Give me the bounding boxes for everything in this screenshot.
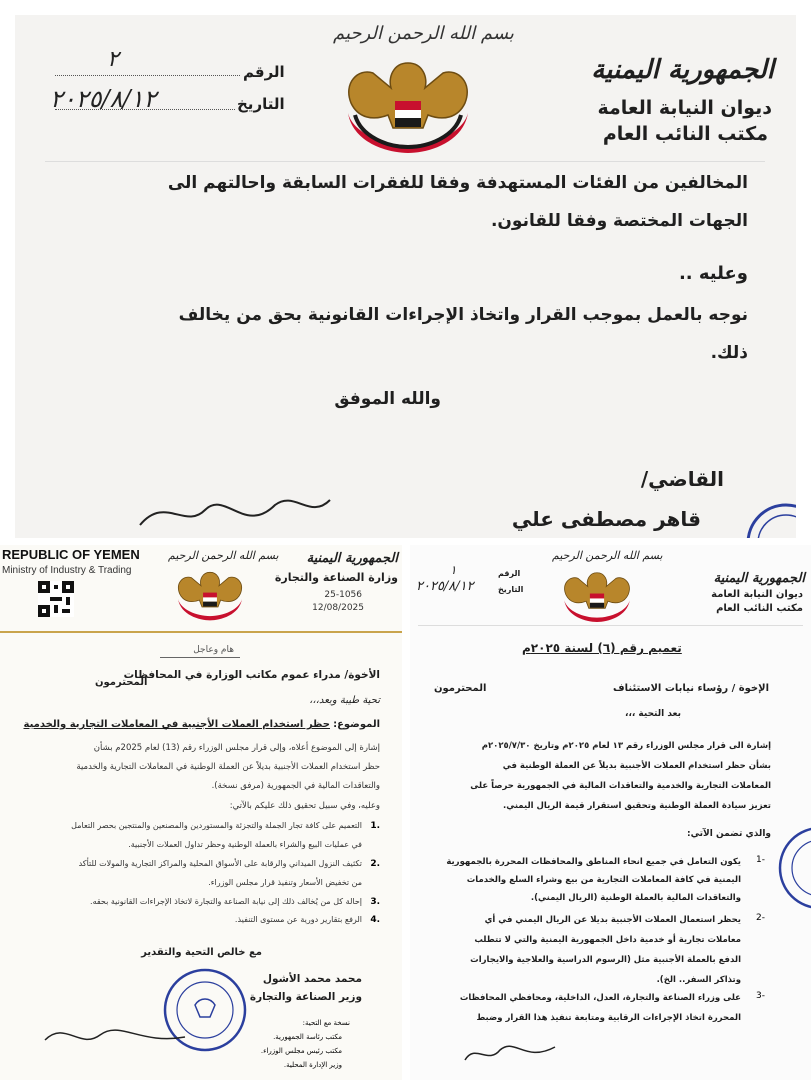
item-line: تكثيف النزول الميداني والرقابة على الأسواق المحلية والمراكز التجارية والمولات للتأكد <box>78 859 362 868</box>
item-line: معاملات تجارية أو خدمية داخل الجمهورية اليمنية والتي لا تتطلب <box>474 935 741 945</box>
para-1-line-1: إشارة الى قرار مجلس الوزراء رقم ١٣ لعام ٢٠٢٥م وتاريخ ٢٠٢٥/٧/٣٠م <box>481 741 771 751</box>
top-letter-page <box>15 15 796 538</box>
paragraph-1-line-2: الجهات المختصة وفقا للقانون. <box>490 211 748 231</box>
org-prosecution-office: ديوان النيابة العامة <box>597 97 772 119</box>
yemen-eagle-emblem-icon <box>333 53 483 158</box>
yemen-eagle-emblem-icon <box>556 567 638 625</box>
ref-label: الرقم <box>243 63 285 81</box>
regards-text: مع خالص التحية والتقدير <box>141 947 262 958</box>
respected-label: المحترمون <box>434 683 487 694</box>
circular-letter-page <box>410 545 811 1080</box>
para-1-line-3: المعاملات التجارية والخدمية والتعاقدات المالية في الجمهورية حرصاً على <box>470 781 771 791</box>
para-1-line-4: تعزيز سيادة العملة الوطنية وتحقيق استقرار قيمة الريال اليمني. <box>502 801 771 811</box>
basmala: بسم الله الرحمن الرحيم <box>333 23 514 44</box>
addressee: الإخوة / رؤساء نيابات الاستئناف <box>613 683 769 694</box>
org-ministry-ar: وزارة الصناعة والتجارة <box>274 571 398 584</box>
header-republic-en: REPUBLIC OF YEMEN <box>2 547 140 562</box>
org-attorney-general: مكتب النائب العام <box>602 123 768 145</box>
item-line: يحظر استعمال العملات الأجنبية بديلا عن الريال اليمني في أي <box>484 915 741 925</box>
cc-item: مكتب رئاسة الجمهورية. <box>273 1033 342 1041</box>
circular-title: تعميم رقم (٦) لسنة ٢٠٢٥م <box>522 641 682 655</box>
date-label: التاريخ <box>498 585 524 594</box>
cc-item: مكتب رئيس مجلس الوزراء. <box>260 1047 342 1055</box>
item-line: الدفع بالعملة الأجنبية مثل (الرسوم الدراسية والعلاجية والايجارات <box>470 955 741 965</box>
subject-text: حظر استخدام العملات الأجنبية في المعاملات التجارية والخدمية <box>23 719 330 730</box>
org-republic-ar: الجمهورية اليمنية <box>306 551 398 566</box>
item-line: الرفع بتقارير دورية عن مستوى التنفيذ. <box>234 915 362 924</box>
item-line: على وزراء الصناعة والتجارة، العدل، الداخلية، ومحافظي المحافظات <box>459 993 741 1003</box>
item-line: المحررة اتخاذ الإجراءات الرقابية ومتابعة تنفيذ هذا القرار وضبط <box>476 1013 741 1023</box>
date-value: ٢٠٢٥/٨/١٢ <box>416 579 474 594</box>
subject-label: الموضوع: <box>333 719 380 730</box>
greeting: تحية طيبة وبعد،،، <box>309 695 380 706</box>
official-stamp <box>775 823 811 913</box>
judge-name: قاهر مصطفى علي <box>511 507 701 531</box>
ministry-letter-page <box>0 545 402 1080</box>
ref-label: الرقم <box>498 569 521 578</box>
basmala: بسم الله الرحمن الرحيم <box>552 549 663 562</box>
para-1-line-2: بشأن حظر استخدام العملات الأجنبية بديلاً عن العملة الوطنية في <box>502 761 771 771</box>
item-line: من تخفيض الأسعار وتنفيذ قرار مجلس الوزراء. <box>208 878 362 887</box>
item-line: وتذاكر السفر.. الخ). <box>656 975 741 985</box>
item-number: 3- <box>756 991 765 1001</box>
paragraph-2-line-1: نوجه بالعمل بموجب القرار واتخاذ الإجراءات القانونية بحق من يخالف <box>178 305 748 325</box>
item-number: 1. <box>370 821 380 831</box>
org-republic: الجمهورية اليمنية <box>713 571 805 586</box>
item-line: والتعاقدات المالية بالعملة الوطنية (الريال اليمني). <box>530 893 741 903</box>
basmala: بسم الله الرحمن الرحيم <box>168 549 279 562</box>
item-line: يكون التعامل في جميع انحاء المناطق والمحافظات المحررة بالجمهورية <box>446 857 741 867</box>
yemen-eagle-emblem-icon <box>170 567 250 623</box>
and-upon-text: وعليه .. <box>678 263 748 284</box>
org-republic: الجمهورية اليمنية <box>591 55 774 85</box>
signature-mark <box>460 1035 560 1070</box>
urgent-label: هام وعاجل <box>193 645 234 655</box>
body-line-1: إشارة إلى الموضوع أعلاه، وإلى قرار مجلس الوزراء رقم (13) لعام 2025م بشأن <box>93 743 380 753</box>
official-stamp <box>721 503 796 538</box>
addressee: الأخوة/ مدراء عموم مكاتب الوزارة في المحافظات <box>123 669 380 681</box>
signature-mark <box>135 485 335 538</box>
item-number: 4. <box>370 915 380 925</box>
ref-value: ٢ <box>107 47 119 72</box>
judge-title: القاضي/ <box>640 467 724 491</box>
org-prosecution-office: ديوان النيابة العامة <box>711 589 803 600</box>
date-value: ٢٠٢٥/٨/١٢ <box>50 85 157 113</box>
ref-value: ١ <box>450 563 457 577</box>
qr-code <box>38 581 74 617</box>
item-number: 2- <box>756 913 765 923</box>
item-number: 1- <box>756 855 765 865</box>
body-line-2: حظر استخدام العملات الأجنبية بديلاً عن العملة الوطنية في المعاملات التجارية والخدمية <box>76 762 380 772</box>
paragraph-1-line-1: المخالفين من الفئات المستهدفة وفقا للفقرات السابقة واحالتهم الى <box>167 173 748 193</box>
letter-date: 12/08/2025 <box>312 603 364 613</box>
item-line: اليمنية في كافة المعاملات التجارية من بيع وشراء السلع والخدمات <box>466 875 741 885</box>
item-number: 2. <box>370 859 380 869</box>
item-line: التعميم على كافة تجار الجملة والتجزئة والمستوردين والمصنعين والمنتجين بحصر التعامل <box>71 821 362 830</box>
item-number: 3. <box>370 897 380 907</box>
header-ministry-en: Ministry of Industry & Trading <box>2 565 132 576</box>
signer-title: وزير الصناعة والتجارة <box>249 991 362 1003</box>
date-label: التاريخ <box>237 95 285 113</box>
cc-title: نسخة مع التحية: <box>302 1019 350 1027</box>
body-line-3: والتعاقدات المالية في الجمهورية (مرفق نسخة). <box>211 781 380 791</box>
greeting: بعد التحية ،،، <box>625 709 681 719</box>
closing-text: والله الموفق <box>334 389 441 409</box>
respected-label: المحترمون <box>95 677 148 688</box>
body-line-4: وعليه، وفي سبيل تحقيق ذلك عليكم بالآتي: <box>229 801 380 811</box>
org-attorney-general: مكتب النائب العام <box>716 603 803 614</box>
item-line: في عمليات البيع والشراء بالعملة الوطنية وحظر تداول العملات الأجنبية. <box>128 840 362 849</box>
paragraph-2-line-2: ذلك. <box>710 343 748 363</box>
ref-number: 25-1056 <box>324 590 362 600</box>
signer-name: محمد محمد الأشول <box>262 973 362 985</box>
item-line: إحالة كل من يُخالف ذلك إلى نيابة الصناعة والتجارة لاتخاذ الإجراءات القانونية بحقه. <box>90 897 362 906</box>
includes-label: والذي تضمن الآتي: <box>686 829 771 839</box>
signature-mark <box>40 1015 190 1055</box>
cc-item: وزير الإدارة المحلية. <box>283 1061 342 1069</box>
